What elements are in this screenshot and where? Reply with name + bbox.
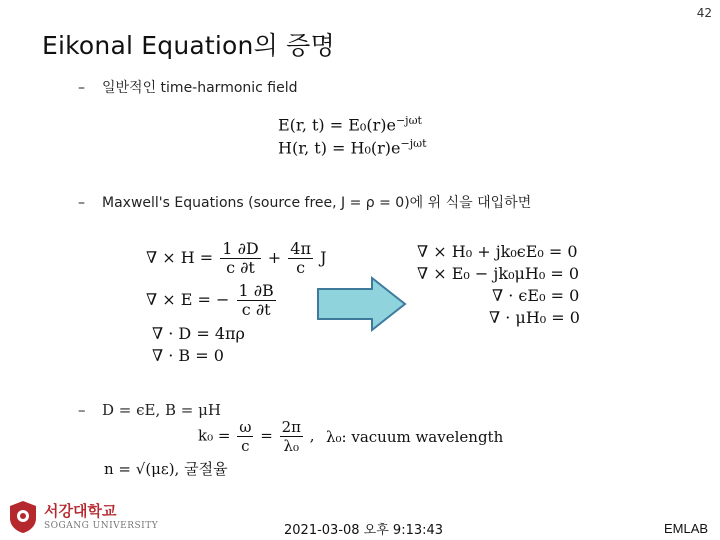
bullet-maxwell-text: Maxwell's Equations (source free, J = ρ = 0)에 위 식을 대입하면 — [102, 195, 532, 211]
fraction-numerator: 1 ∂D — [222, 239, 259, 258]
university-seal-icon — [8, 500, 38, 534]
bullet-time-harmonic-text: 일반적인 time-harmonic field — [102, 80, 298, 96]
result-equation-1: ∇ × H₀ + jk₀ϵE₀ = 0 — [417, 242, 578, 261]
footer-lab: EMLAB — [664, 521, 709, 536]
equation-curl-h — [146, 240, 326, 277]
equation-h-field-text: H(r, t) = H₀(r)e — [278, 138, 401, 158]
fraction-numerator: ω — [239, 418, 252, 436]
bullet-maxwell — [78, 192, 531, 212]
equation-curl-e — [146, 282, 278, 319]
bullet-constitutive-text: D = ϵE, B = μH — [102, 401, 221, 419]
k0-lhs: k₀ = — [198, 426, 231, 445]
bullet-time-harmonic — [78, 77, 298, 97]
bullet-dash: – — [78, 401, 86, 419]
bullet-constitutive — [78, 401, 221, 419]
fraction-denominator: c ∂t — [241, 300, 271, 319]
equation-div-d: ∇ · D = 4πρ — [152, 324, 245, 343]
result-equation-3: ∇ · ϵE₀ = 0 — [492, 286, 580, 305]
fraction-numerator: 4π — [290, 239, 311, 258]
page-number: 42 — [696, 6, 712, 20]
curl-e-fraction — [237, 282, 276, 319]
equation-h-field — [278, 137, 427, 157]
fraction-denominator: c — [296, 258, 306, 277]
equation-e-exponent: −jωt — [395, 114, 422, 127]
fraction-denominator: c ∂t — [226, 258, 255, 277]
curl-h-fraction-2 — [288, 240, 313, 277]
bullet-dash: – — [78, 80, 85, 96]
result-equation-4: ∇ · μH₀ = 0 — [489, 308, 580, 327]
result-equation-2: ∇ × E₀ − jk₀μH₀ = 0 — [417, 264, 580, 283]
fraction-numerator: 1 ∂B — [238, 281, 274, 300]
comma: , — [309, 426, 315, 445]
bullet-dash: – — [78, 195, 85, 211]
equation-e-field — [278, 114, 422, 134]
equation-k0 — [198, 418, 315, 455]
k0-fraction-2 — [280, 418, 303, 455]
equation-refractive-index: n = √(με), 굴절율 — [104, 460, 228, 478]
curl-h-lhs: ∇ × H = — [146, 248, 214, 267]
logo-text: 서강대학교 — [44, 502, 117, 520]
lambda-note: λ₀: vacuum wavelength — [326, 428, 504, 446]
plus-sign: + — [267, 248, 282, 267]
equation-e-field-text: E(r, t) = E₀(r)e — [278, 115, 396, 135]
equals-sign: = — [260, 426, 273, 445]
university-logo — [8, 500, 168, 536]
k0-fraction-1 — [237, 418, 253, 455]
equation-div-b: ∇ · B = 0 — [152, 346, 224, 365]
right-arrow-icon — [316, 276, 408, 332]
equation-h-exponent: −jωt — [400, 137, 427, 150]
fraction-numerator: 2π — [281, 418, 302, 436]
page-title: Eikonal Equation의 증명 — [42, 31, 335, 60]
curl-h-tail: J — [320, 248, 327, 267]
curl-e-lhs: ∇ × E = − — [146, 290, 230, 309]
fraction-denominator: λ₀ — [283, 437, 300, 455]
university-name: SOGANG UNIVERSITY — [44, 521, 159, 531]
footer-datetime: 2021-03-08 오후 9:13:43 — [284, 523, 444, 538]
curl-h-fraction-1 — [220, 240, 260, 277]
fraction-denominator: c — [241, 437, 250, 455]
